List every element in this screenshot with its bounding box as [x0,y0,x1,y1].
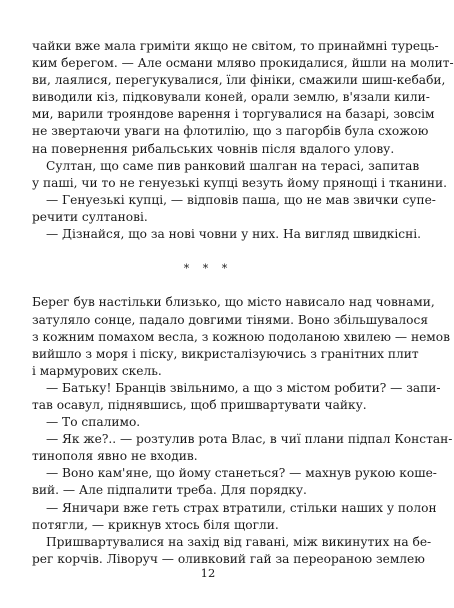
text-line: вий. — Але підпалити треба. Для порядку. [32,483,307,498]
text-line: чайки вже мала гриміти якщо не світом, то принаймні турець- [32,39,439,53]
page-number: 12 [200,566,216,580]
text-line: тинополя явно не входив. [32,449,198,464]
text-line: — То спалимо. [46,415,141,430]
text-line: — Дізнайся, що за нові човни у них. На вигляд швидкісні. [46,227,422,242]
page-body-text [32,38,454,568]
text-line: затуляло сонце, падало довгими тінями. Воно збільшувалося [32,312,429,327]
paragraph-gap [32,277,384,294]
text-line: — Генуезькі купці, — відповів паша, що не мав звички супе- [46,192,436,207]
text-line: вийшло з моря і піску, викристалізуючись з гранітних плит [32,346,419,361]
section-separator: * * * [183,262,233,276]
text-line: Пришвартувалися на захід від гавані, між викинутих на бе- [46,534,432,549]
text-line: — Як же?.. — розтулив рота Влас, в чиї плани підпал Констан- [46,432,453,447]
text-line: — Яничари вже геть страх втратили, стільки наших у полон [46,500,437,515]
text-line: ви, лаялися, перегукувалися, їли фініки, смажили шиш-кебаби, [32,73,446,88]
text-line: виводили кіз, підковували коней, орали землю, в'язали кили- [32,90,430,105]
text-line: потягли, — крикнув хтось біля щогли. [32,517,279,532]
paragraph-gap [32,243,384,260]
text-line: тав осавул, піднявшись, щоб пришвартувати чайку. [32,397,367,412]
text-line: — Батьку! Бранців звільнимо, а що з містом робити? — запи- [46,380,441,395]
text-line: не звертаючи уваги на флотилію, що з пагорбів була схожою [32,124,429,139]
text-line: і мармурових скель. [32,363,162,378]
text-line: у паші, чи то не генуезькі купці везуть йому прянощі і тканини. [32,175,447,190]
text-line: ким берегом. — Але османи млявo прокидалися, йшли на молит- [32,56,454,71]
text-line: Султан, що саме пив ранковий шалган на терасі, запитав [46,158,420,173]
text-line: — Воно кам'яне, що йому станеться? — махнув рукою коше- [46,466,437,481]
text-line: ми, варили трояндове варення і торгувалися на базарі, зовсім [32,107,435,122]
text-line: речити султанові. [32,209,148,224]
text-line: з кожним помахом весла, з кожною подоланою хвилею — немов [32,329,450,344]
text-line: Берег був настільки близько, що місто нависало над човнами, [32,295,435,310]
text-line: рег корчів. Ліворуч — оливковий гай за переораною землею [32,551,425,566]
text-line: на повернення рибальських човнів після вдалого улову. [32,141,395,156]
